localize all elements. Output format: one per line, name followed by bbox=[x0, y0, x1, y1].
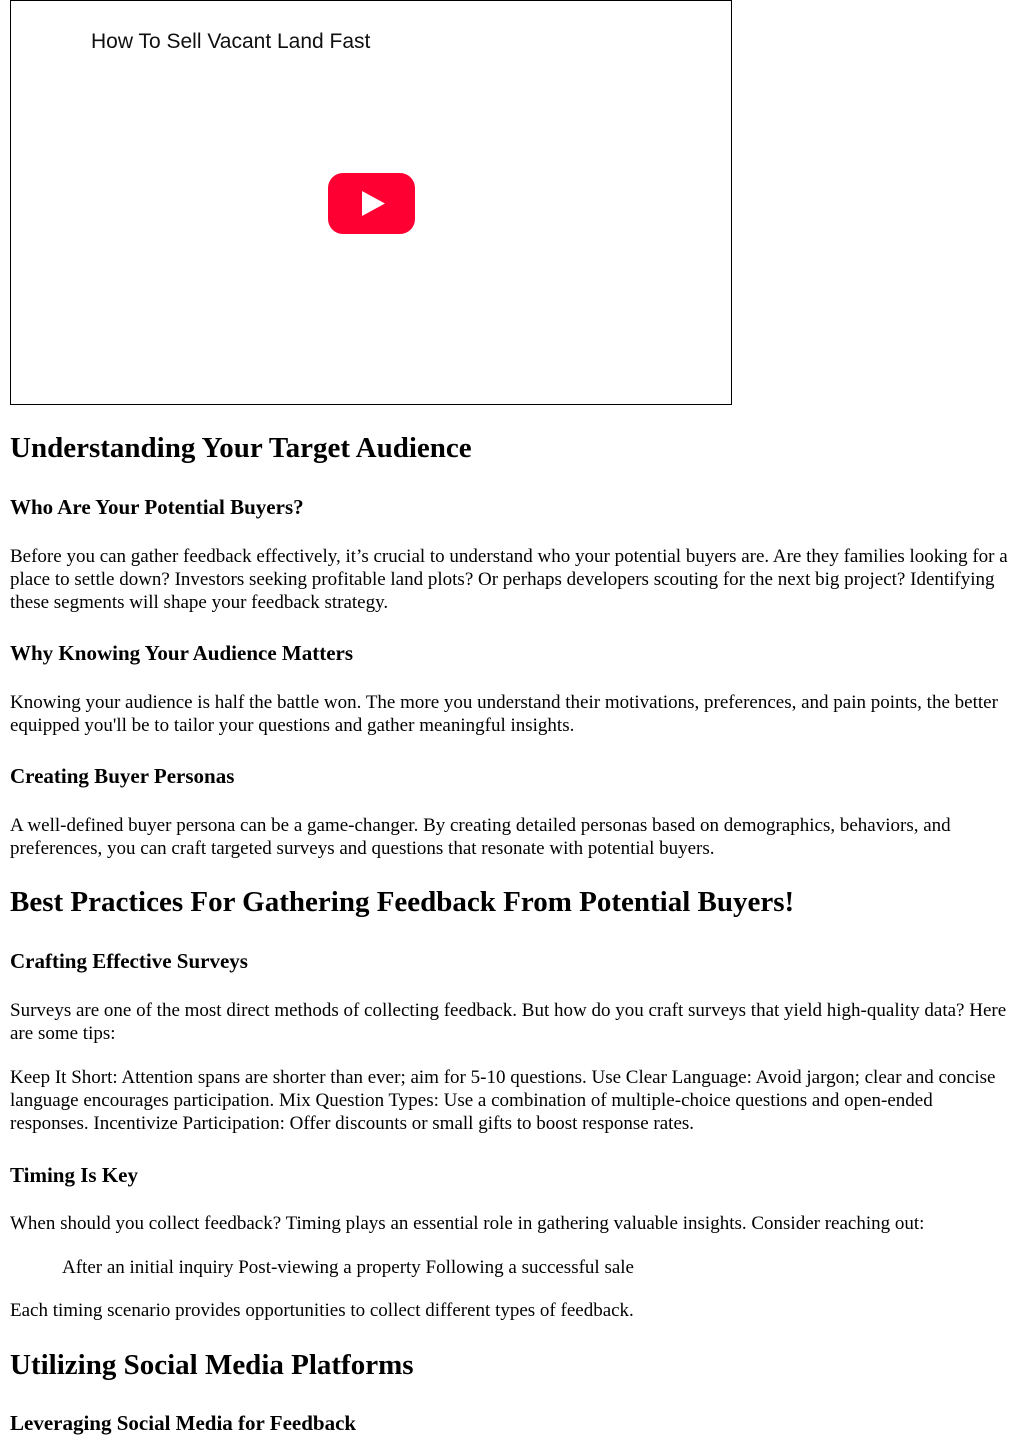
section-heading-social: Utilizing Social Media Platforms bbox=[10, 1349, 414, 1381]
section-heading-target-audience: Understanding Your Target Audience bbox=[10, 432, 472, 464]
paragraph-who-buyers: Before you can gather feedback effectively, it’s crucial to understand who your potential buyers are. Are they families looking for a place to settle down? Investors seeking profitable land plots? Or perhaps developers scouting for the next big project? Identifying these segments will shape your feedback strategy. bbox=[10, 546, 1008, 613]
video-embed[interactable] bbox=[10, 0, 732, 405]
subheading-leveraging: Leveraging Social Media for Feedback bbox=[10, 1411, 357, 1435]
subheading-who-buyers: Who Are Your Potential Buyers? bbox=[10, 495, 304, 519]
play-button[interactable] bbox=[328, 173, 415, 234]
paragraph-timing: When should you collect feedback? Timing plays an essential role in gathering valuable insights. Consider reaching out: bbox=[10, 1213, 925, 1234]
paragraph-timing-scenario: Each timing scenario provides opportunities to collect different types of feedback. bbox=[10, 1300, 634, 1321]
subheading-timing: Timing Is Key bbox=[10, 1163, 138, 1187]
subheading-personas: Creating Buyer Personas bbox=[10, 764, 235, 788]
paragraph-surveys: Surveys are one of the most direct methods of collecting feedback. But how do you craft surveys that yield high-quality data? Here are some tips: bbox=[10, 1000, 1007, 1044]
section-heading-best-practices: Best Practices For Gathering Feedback From Potential Buyers! bbox=[10, 886, 795, 918]
subheading-surveys: Crafting Effective Surveys bbox=[10, 949, 248, 973]
timing-list: After an initial inquiry Post-viewing a property Following a successful sale bbox=[62, 1257, 634, 1278]
subheading-why-knowing: Why Knowing Your Audience Matters bbox=[10, 641, 354, 665]
youtube-play-icon bbox=[328, 173, 415, 234]
paragraph-why-knowing: Knowing your audience is half the battle won. The more you understand their motivations, preferences, and pain points, the better equipped you'll be to tailor your questions and gather meaningful insights. bbox=[10, 692, 998, 736]
video-title[interactable]: How To Sell Vacant Land Fast bbox=[91, 30, 371, 53]
paragraph-survey-tips: Keep It Short: Attention spans are shorter than ever; aim for 5-10 questions. Use Clear Language: Avoid jargon; clear and concise language encourages participation. Mix Question Types: Use a combination of multiple-choice questions and open-ended responses. Incentivize Participation: Offer discounts or small gifts to boost response rates. bbox=[10, 1067, 996, 1134]
paragraph-personas: A well-defined buyer persona can be a game-changer. By creating detailed personas based on demographics, behaviors, and preferences, you can craft targeted surveys and questions that resonate with potential buyers. bbox=[10, 815, 951, 859]
